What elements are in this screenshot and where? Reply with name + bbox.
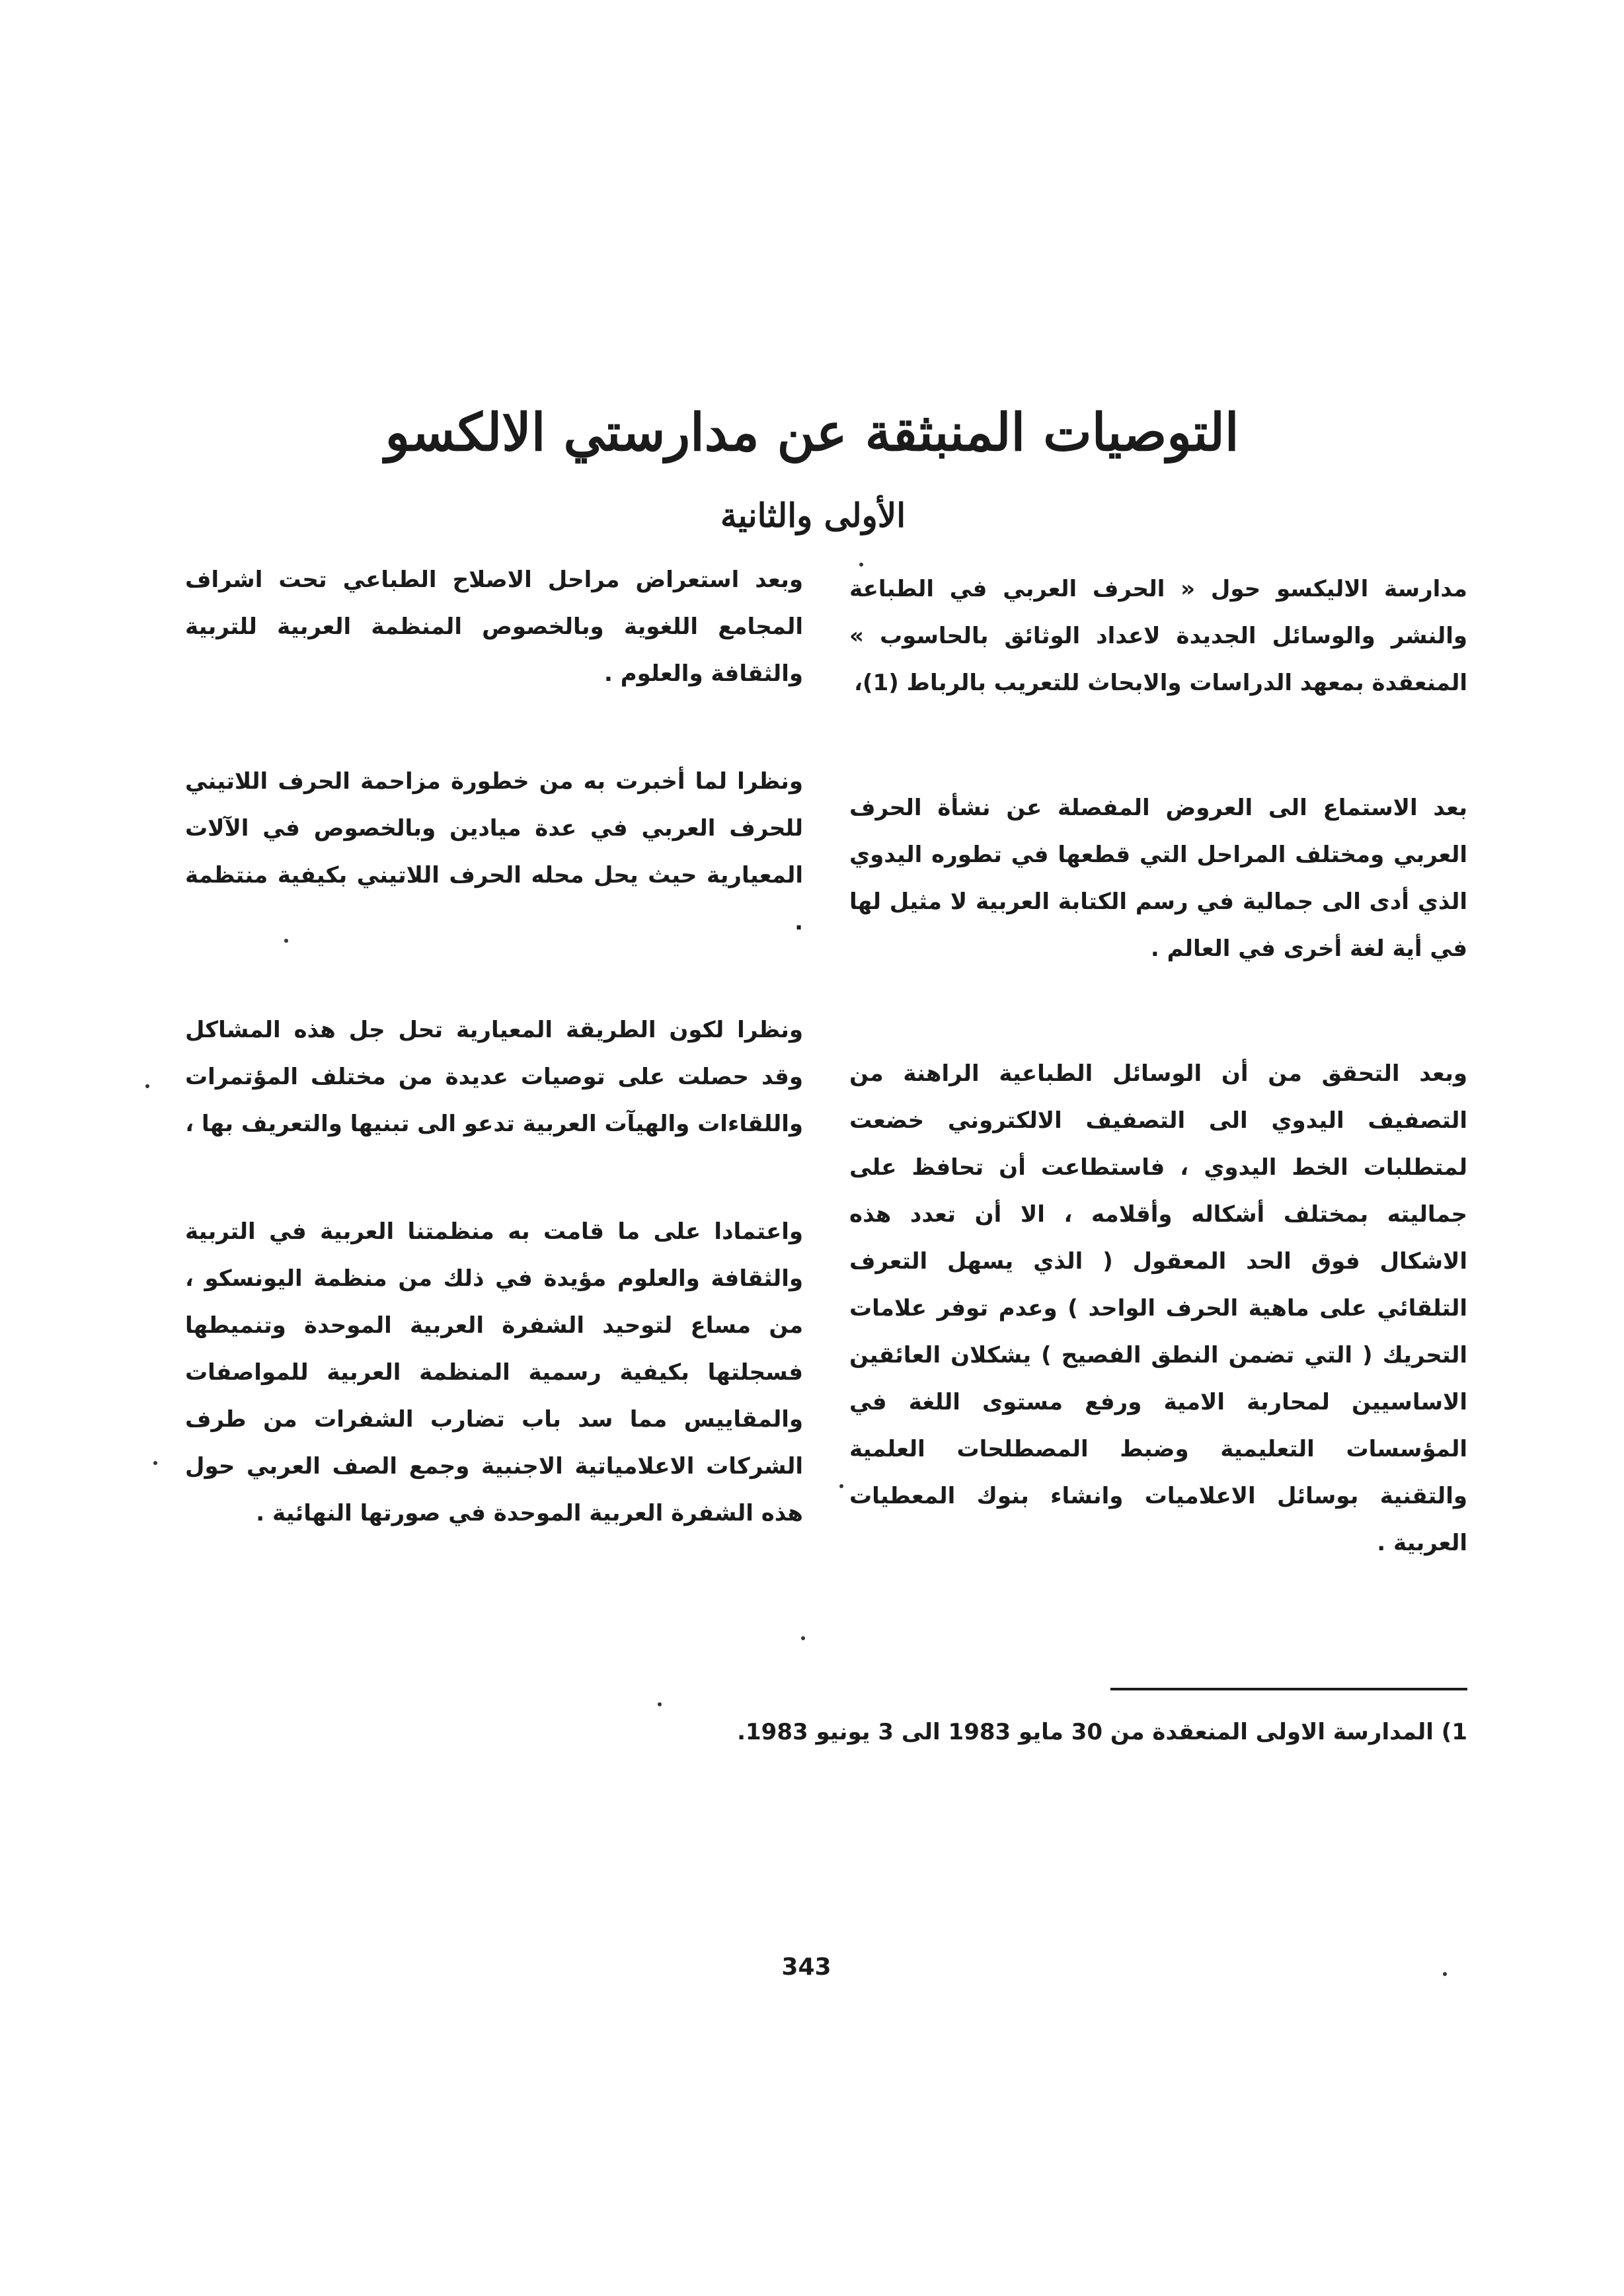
- footnote-divider: [1110, 1688, 1467, 1690]
- scan-speck: [859, 563, 863, 567]
- footnote: 1) المدارسة الاولى المنعقدة من 30 مايو 1983 الى 3 يونيو 1983.: [737, 1719, 1467, 1745]
- page-subtitle: الأولى والثانية: [720, 496, 906, 535]
- left-paragraph-2: ونظرا لما أخبرت به من خطورة مزاحمة الحرف اللاتيني للحرف العربي في عدة ميادين وبالخصوص في الآلات المعيارية حيث يحل محله الحرف اللاتيني بكيفية منتظمة .: [185, 768, 803, 935]
- scan-speck: [284, 939, 288, 943]
- right-paragraph-2: بعد الاستماع الى العروض المفصلة عن نشأة الحرف العربي ومختلف المراحل التي قطعها في تطوره اليدوي الذي أدى الى جمالية في رسم الكتابة العربية لا مثيل لها في أية لغة أخرى في العالم .: [849, 795, 1467, 962]
- right-paragraph-1: مدارسة الاليكسو حول « الحرف العربي في الطباعة والنشر والوسائل الجديدة لاعداد الوثائق بالحاسوب » المنعقدة بمعهد الدراسات والابحاث للتعريب بالرباط (1)،: [849, 576, 1467, 696]
- left-column: [185, 557, 803, 1537]
- scan-speck: [801, 1636, 805, 1640]
- right-paragraph-3: وبعد التحقق من أن الوسائل الطباعية الراهنة من التصفيف اليدوي الى التصفيف الالكتروني خضعت لمتطلبات الخط اليدوي ، فاستطاعت أن تحافظ على جماليته بمختلف أشكاله وأقلامه ، الا أن تعدد هذه الاشكال فوق الحد المعقول ( الذي يسهل التعرف التلقائي على ماهية الحرف الواحد ) وعدم توفر علامات التحريك ( التي تضمن النطق الفصيح ) يشكلان العائقين الاساسيين لمحاربة الامية ورفع مستوى اللغة في المؤسسات التعليمية وضبط المصطلحات العلمية والتقنية بوسائل الاعلاميات وانشاء بنوك المعطيات العربية .: [849, 1060, 1467, 1556]
- scan-speck: [1443, 1972, 1447, 1976]
- page-title: التوصيات المنبثقة عن مدارستي الالكسو: [385, 403, 1239, 463]
- left-paragraph-3: ونظرا لكون الطريقة المعيارية تحل جل هذه المشاكل وقد حصلت على توصيات عديدة من مختلف المؤتمرات واللقاءات والهيآت العربية تدعو الى تبنيها والتعريف بها ،: [185, 1017, 803, 1137]
- scan-speck: [658, 1702, 662, 1706]
- page-number: 343: [781, 1954, 831, 1981]
- left-paragraph-1: وبعد استعراض مراحل الاصلاح الطباعي تحت اشراف المجامع اللغوية وبالخصوص المنظمة العربية للتربية والثقافة والعلوم .: [185, 567, 803, 687]
- scan-speck: [145, 1084, 149, 1088]
- left-paragraph-4: واعتمادا على ما قامت به منظمتنا العربية في التربية والثقافة والعلوم مؤيدة في ذلك من منظمة اليونسكو ، من مساع لتوحيد الشفرة العربية الموحدة وتنميطها فسجلتها بكيفية رسمية المنظمة العربية للمواصفات والمقاييس مما سد باب تضارب الشفرات من طرف الشركات الاعلامياتية الاجنبية وجمع الصف العربي حول هذه الشفرة العربية الموحدة في صورتها النهائية .: [185, 1218, 803, 1526]
- right-column: [849, 557, 1467, 1567]
- scan-speck: [839, 1484, 843, 1488]
- scan-speck: [153, 1461, 157, 1465]
